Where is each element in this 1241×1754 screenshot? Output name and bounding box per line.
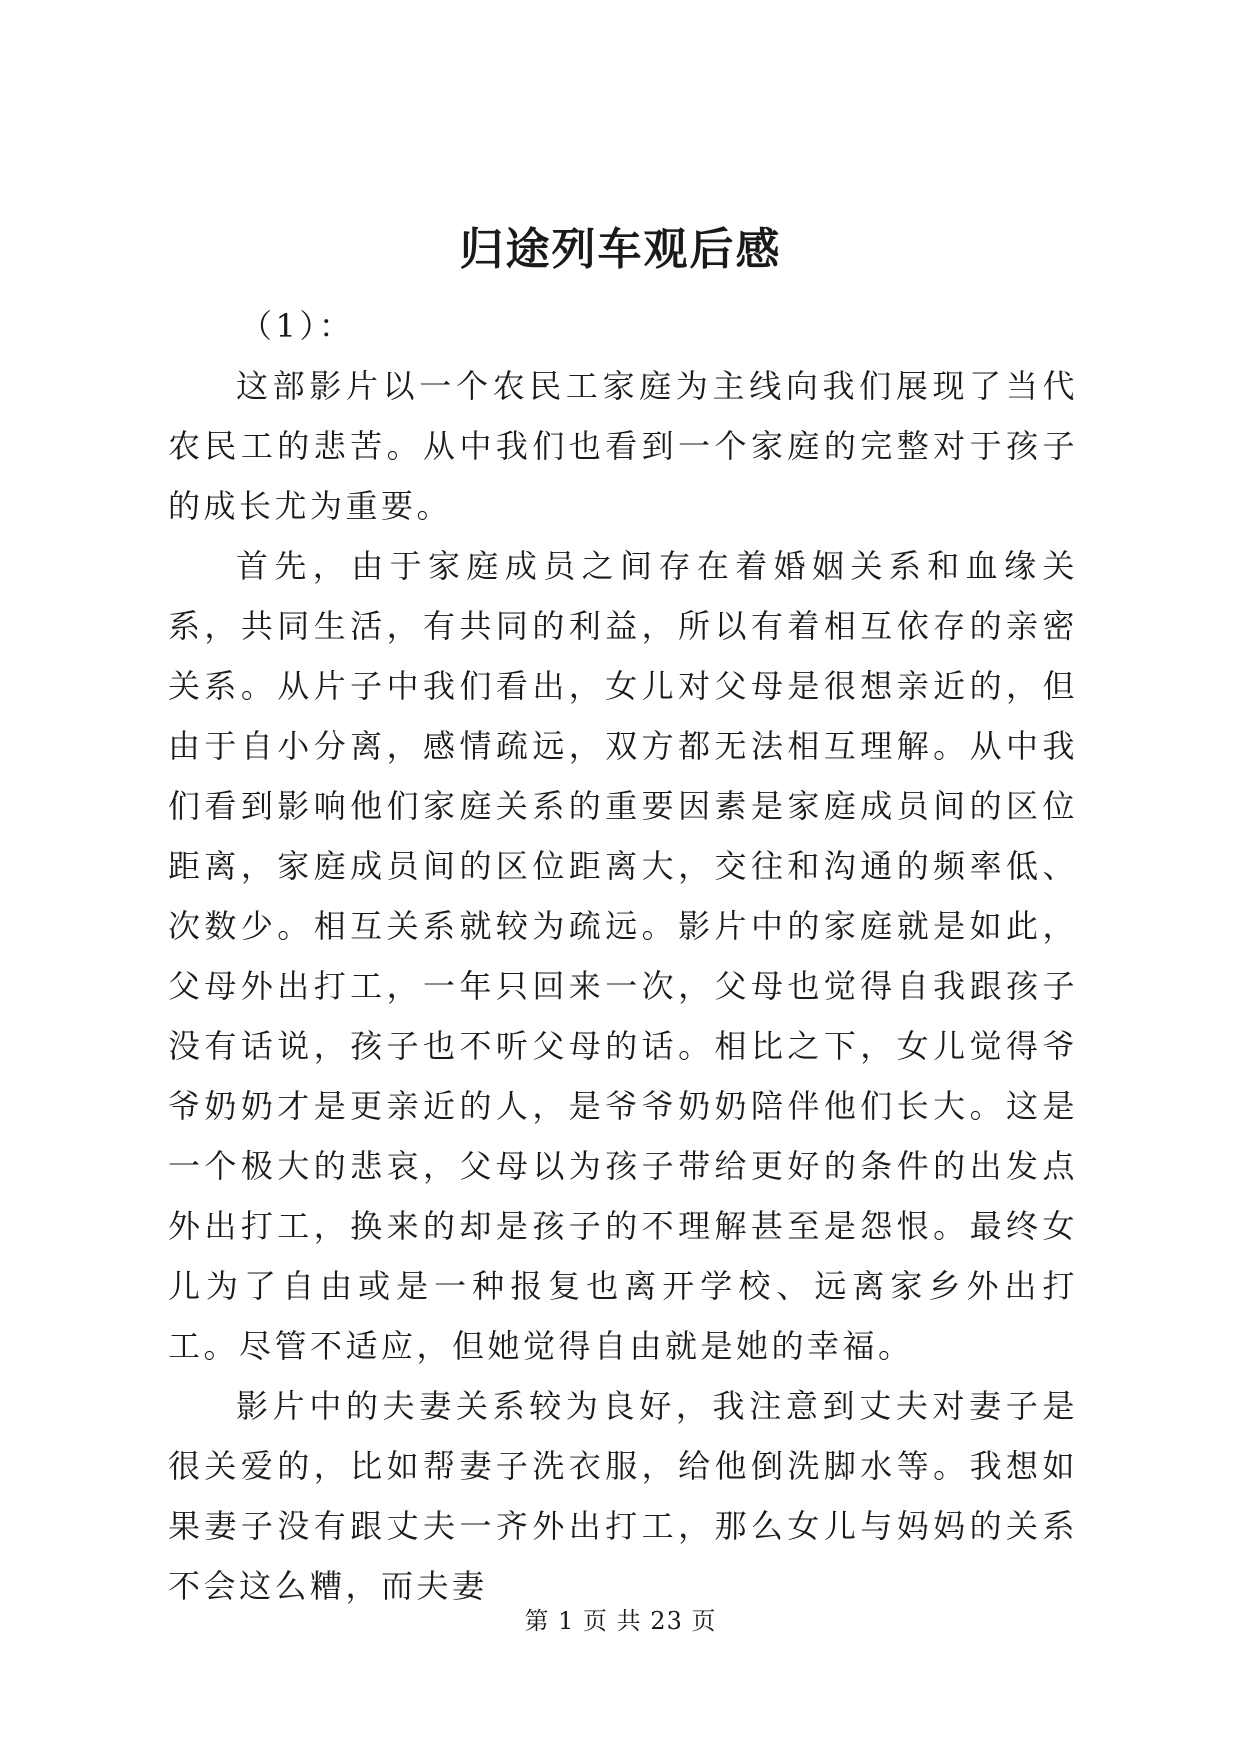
- paragraph-3: 影片中的夫妻关系较为良好，我注意到丈夫对妻子是很关爱的，比如帮妻子洗衣服，给他倒洗脚水等。我想如果妻子没有跟丈夫一齐外出打工，那么女儿与妈妈的关系不会这么糟，而夫妻: [168, 1387, 1078, 1605]
- paragraph-1: 这部影片以一个农民工家庭为主线向我们展现了当代农民工的悲苦。从中我们也看到一个家庭的完整对于孩子的成长尤为重要。: [168, 367, 1078, 525]
- document-body: [168, 296, 1078, 1616]
- paragraph-2: 首先，由于家庭成员之间存在着婚姻关系和血缘关系，共同生活，有共同的利益，所以有着相互依存的亲密关系。从片子中我们看出，女儿对父母是很想亲近的，但由于自小分离，感情疏远，双方都无法相互理解。从中我们看到影响他们家庭关系的重要因素是家庭成员间的区位距离，家庭成员间的区位距离大，交往和沟通的频率低、次数少。相互关系就较为疏远。影片中的家庭就是如此，父母外出打工，一年只回来一次，父母也觉得自我跟孩子没有话说，孩子也不听父母的话。相比之下，女儿觉得爷爷奶奶才是更亲近的人，是爷爷奶奶陪伴他们长大。这是一个极大的悲哀，父母以为孩子带给更好的条件的出发点外出打工，换来的却是孩子的不理解甚至是怨恨。最终女儿为了自由或是一种报复也离开学校、远离家乡外出打工。尽管不适应，但她觉得自由就是她的幸福。: [168, 547, 1078, 1365]
- page-footer: 第 1 页 共 23 页: [524, 1607, 717, 1635]
- document-title: 归途列车观后感: [459, 224, 782, 275]
- section-subtitle: （1）：: [240, 307, 355, 345]
